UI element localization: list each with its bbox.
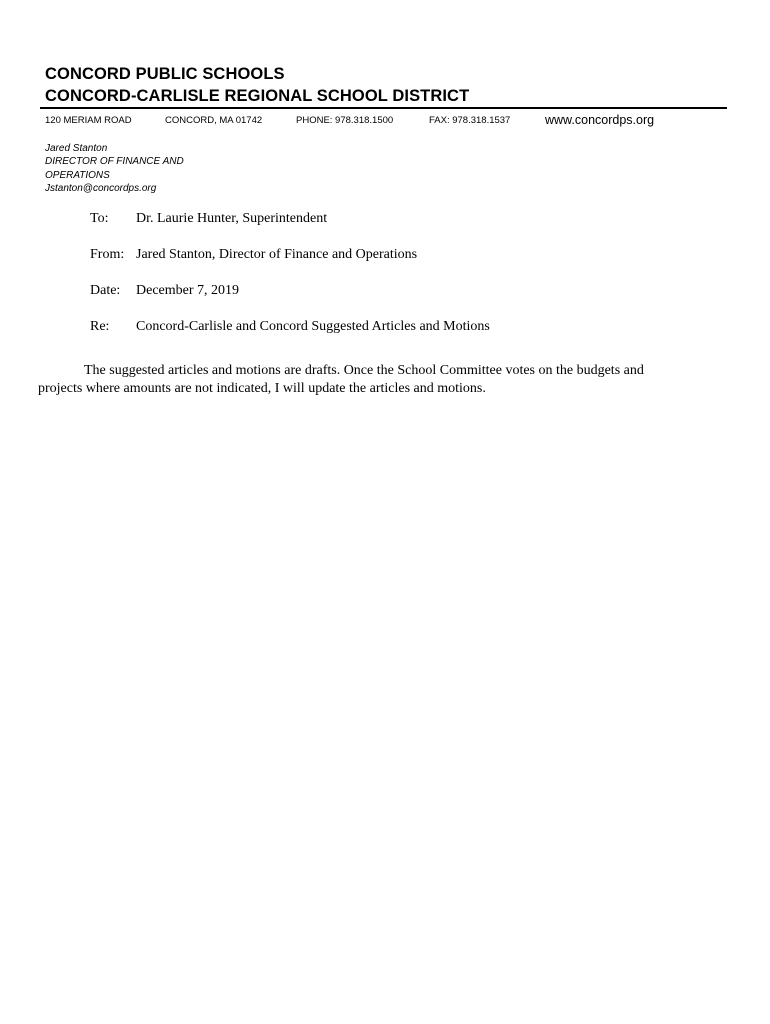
sender-title-line-1: DIRECTOR OF FINANCE AND [45,156,184,168]
website-url: www.concordps.org [545,113,655,127]
body-line-2: projects where amounts are not indicated, I will update the articles and motions. [38,381,486,396]
memo-body [38,362,718,398]
street-address: 120 MERIAM ROAD [45,115,132,126]
district-name: CONCORD-CARLISLE REGIONAL SCHOOL DISTRICT [45,87,470,105]
date-label: Date: [90,283,121,298]
city-state-zip: CONCORD, MA 01742 [165,115,263,126]
body-line-1: The suggested articles and motions are drafts. Once the School Committee votes on the budgets and [84,363,644,378]
fax-number: FAX: 978.318.1537 [429,115,511,126]
subject-label: Re: [90,319,110,334]
sender-name: Jared Stanton [45,143,108,154]
sender-email: Jstanton@concordps.org [45,182,157,194]
date-value: December 7, 2019 [136,283,240,298]
organization-name: CONCORD PUBLIC SCHOOLS [45,65,285,83]
to-value: Dr. Laurie Hunter, Superintendent [136,211,328,226]
subject-value: Concord-Carlisle and Concord Suggested Articles and Motions [136,319,490,334]
header-divider [40,107,727,109]
memo-to-row [90,211,328,227]
to-label: To: [90,211,109,226]
sender-title-line-2: OPERATIONS [45,169,110,181]
from-value: Jared Stanton, Director of Finance and Operations [136,247,418,262]
from-label: From: [90,247,125,262]
memo-from-row [90,247,418,263]
memo-subject-row [90,319,490,335]
phone-number: PHONE: 978.318.1500 [296,115,394,126]
memo-date-row [90,283,240,299]
sender-block [45,142,184,195]
